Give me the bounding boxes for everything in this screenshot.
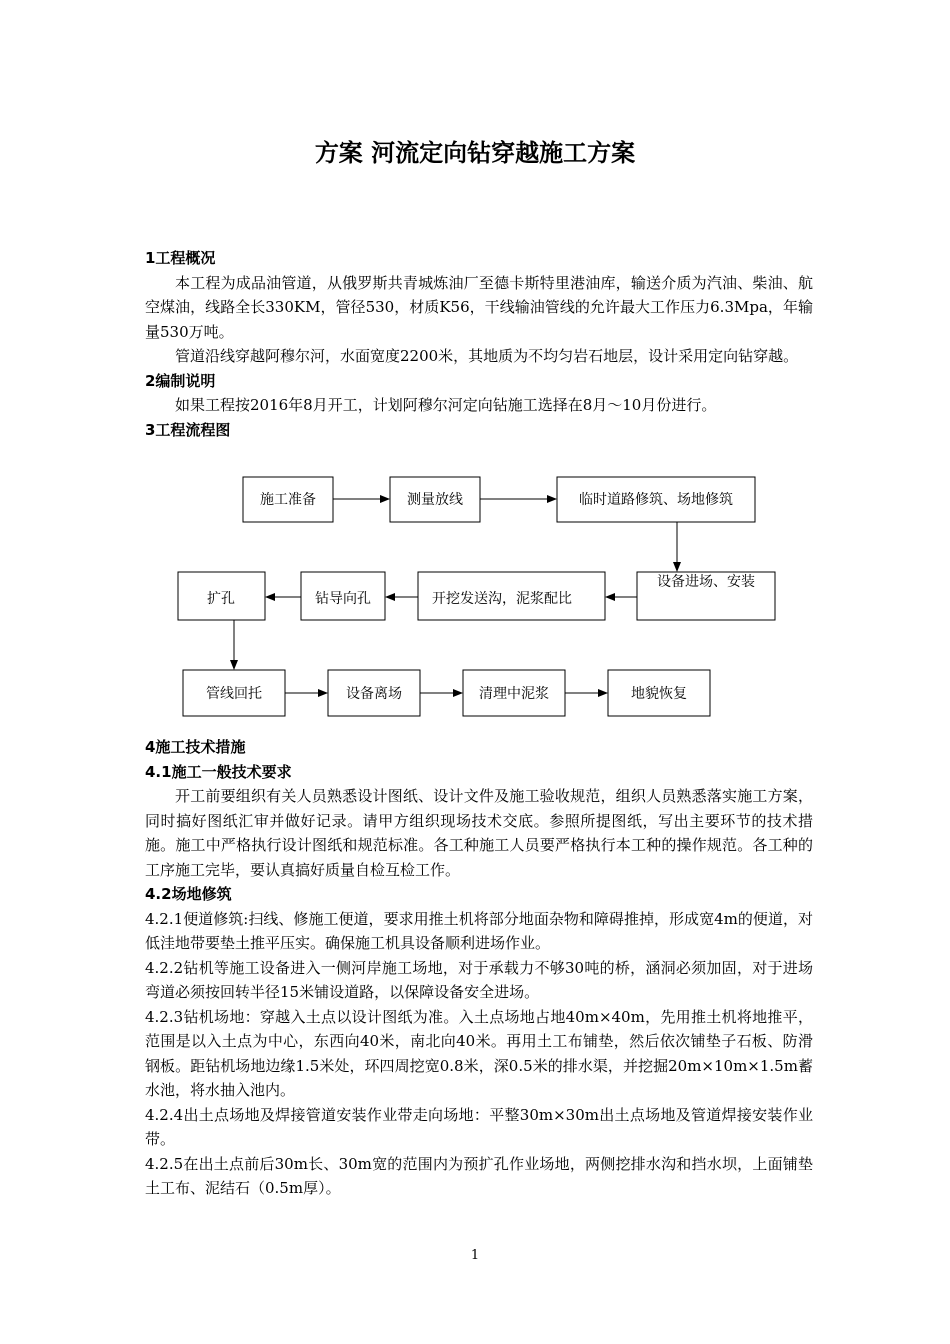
flow-label: 测量放线 [407,492,463,508]
flow-label: 设备进场、安装 [657,574,755,590]
flow-label: 地貌恢复 [631,686,687,702]
section-heading-4-2: 4.2场地修筑 [145,885,232,903]
section-heading-1: 1工程概况 [145,249,216,267]
flow-label: 扩孔 [207,591,235,607]
flow-label: 钻导向孔 [315,591,371,607]
page-title: 方案 河流定向钻穿越施工方案 [314,139,636,167]
section-heading-4-1: 4.1施工一般技术要求 [145,762,292,781]
page-number: 1 [470,1248,480,1263]
section-heading-4: 4施工技术措施 [145,738,246,756]
section-heading-3: 3工程流程图 [145,420,231,439]
paragraph: 4.2.5在出土点前后30m长、30m宽的范围内为预扩孔作业场地，两侧挖排水沟和挡水坝，上面铺垫土工布、泥结石（0.5m厚）。 [145,1154,813,1197]
paragraph: 4.2.2钻机等施工设备进入一侧河岸施工场地，对于承载力不够30吨的桥，涵洞必须加固，对于进场弯道必须按回转半径15米铺设道路，以保障设备安全进场。 [145,958,813,1001]
paragraph: 如果工程按2016年8月开工，计划阿穆尔河定向钻施工选择在8月～10月份进行。 [175,396,717,414]
paragraph: 管道沿线穿越阿穆尔河，水面宽度2200米，其地质为不均匀岩石地层，设计采用定向钻穿越。 [175,347,799,365]
paragraph: 4.2.4出土点场地及焊接管道安装作业带走向场地：平整30m×30m出土点场地及管道焊接安装作业带。 [145,1105,813,1148]
section-4 [145,735,813,1201]
flow-label: 开挖发送沟，泥浆配比 [432,591,572,607]
paragraph: 4.2.3钻机场地：穿越入土点以设计图纸为准。入土点场地占地40m×40m，先用推土机将地推平，范围是以入土点为中心，东西向40米，南北向40米。再用土工布铺垫，然后依次铺垫子石板、防滑钢板。距钻机场地边缘1.5米处，环四周挖宽0.8米，深0.5米的排水渠，并挖掘20m×10m×1.5m蓄水池，将水抽入池内。 [145,1007,813,1099]
flow-label: 管线回托 [206,686,262,702]
flow-label: 临时道路修筑、场地修筑 [579,492,733,508]
section-heading-2: 2编制说明 [145,371,216,390]
flow-label: 设备离场 [346,686,402,702]
flow-label: 施工准备 [260,492,316,508]
flow-label: 清理中泥浆 [479,686,549,702]
paragraph: 开工前要组织有关人员熟悉设计图纸、设计文件及施工验收规范，组织人员熟悉落实施工方案，同时搞好图纸汇审并做好记录。请甲方组织现场技术交底。参照所提图纸，写出主要环节的技术措施。施工中严格执行设计图纸和规范标准。各工种施工人员要严格执行本工种的操作规范。各工种的工序施工完毕，要认真搞好质量自检互检工作。 [145,787,813,879]
paragraph: 4.2.1便道修筑:扫线、修施工便道，要求用推土机将部分地面杂物和障碍推掉，形成宽4m的便道，对低洼地带要垫土推平压实。确保施工机具设备顺利进场作业。 [145,909,813,952]
paragraph: 本工程为成品油管道，从俄罗斯共青城炼油厂至德卡斯特里港油库，输送介质为汽油、柴油、航空煤油，线路全长330KM，管径530，材质K56，干线输油管线的允许最大工作压力6.3Mpa，年输量530万吨。 [145,273,813,341]
